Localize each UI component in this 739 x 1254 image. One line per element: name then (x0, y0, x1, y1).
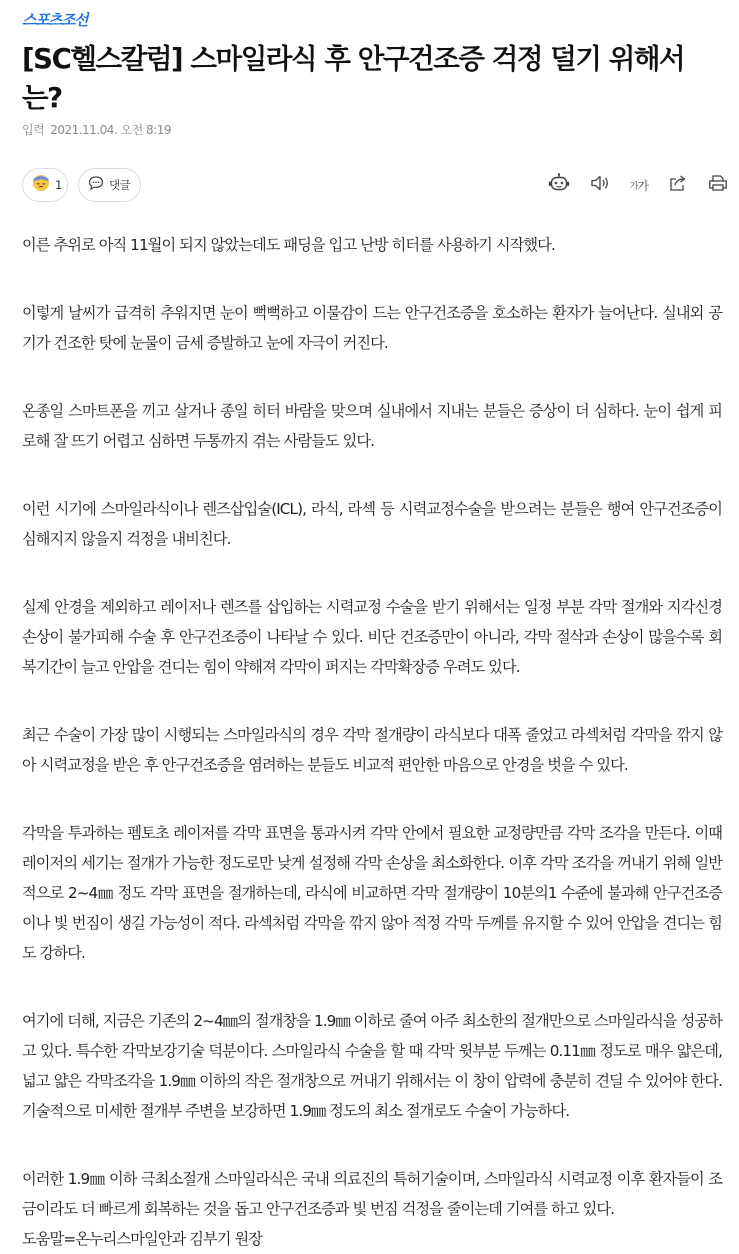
date-label: 입력 (22, 123, 45, 137)
font-size-button[interactable] (630, 174, 648, 196)
article-paragraph: 각막을 투과하는 펨토초 레이저를 각막 표면을 통과시켜 각막 안에서 필요한 교정량만큼 각막 조각을 만든다. 이때 레이저의 세기는 절개가 가능한 정도로만 낮게 설정해 각막 손상을 최소화한다. 이후 각막 조각을 꺼내기 위해 일반적으로 2~4㎜ 정도 각막 표면을 절개하는데, 라식에 비교하면 각막 절개량이 10분의1 수준에 불과해 안구건조증이나 빛 번짐이 생길 가능성이 적다. 라섹처럼 각막을 깎지 않아 적정 각막 두께를 유지할 수 있어 안압을 견디는 힘도 강하다. (22, 824, 722, 962)
printer-icon (708, 174, 728, 196)
date-value: 2021.11.04. 오전 8:19 (50, 123, 171, 137)
share-button[interactable] (668, 174, 688, 196)
reaction-button[interactable] (22, 168, 68, 202)
speaker-icon (590, 174, 610, 196)
article-paragraph: 이런 시기에 스마일라식이나 렌즈삽입술(ICL), 라식, 라섹 등 시력교정수술을 받으려는 분들은 행여 안구건조증이 심해지지 않을지 걱정을 내비친다. (22, 500, 722, 548)
comment-label: 댓글 (109, 178, 131, 192)
listen-audio-button[interactable] (590, 174, 610, 196)
article-paragraph: 최근 수술이 가장 많이 시행되는 스마일라식의 경우 각막 절개량이 라식보다 대폭 줄었고 라섹처럼 각막을 깎지 않아 시력교정을 받은 후 안구건조증을 염려하는 분들도 비교적 편안한 마음으로 안경을 벗을 수 있다. (22, 726, 722, 774)
article-tools (528, 174, 728, 196)
article-paragraph: 이렇게 날씨가 급격히 추워지면 눈이 뻑뻑하고 이물감이 드는 안구건조증을 호소하는 환자가 늘어난다. 실내외 공기가 건조한 탓에 눈물이 금세 증발하고 눈에 자극이 커진다. (22, 304, 722, 352)
brand-logo[interactable]: 스포츠조선 (22, 11, 87, 29)
share-icon (668, 174, 688, 196)
article-paragraph: 온종일 스마트폰을 끼고 살거나 종일 히터 바람을 맞으며 실내에서 지내는 분들은 증상이 더 심하다. 눈이 쉽게 피로해 잘 뜨기 어렵고 심하면 두통까지 겪는 사람들도 있다. (22, 402, 722, 450)
article-paragraph: 이른 추위로 아직 11월이 되지 않았는데도 패딩을 입고 난방 히터를 사용하기 시작했다. (22, 236, 555, 254)
article-title: [SC헬스칼럼] 스마일라식 후 안구건조증 걱정 덜기 위해서는? (22, 43, 685, 114)
article-credit: 도움말=온누리스마일안과 김부기 원장 (22, 1230, 263, 1248)
article-paragraph: 실제 안경을 제외하고 레이저나 렌즈를 삽입하는 시력교정 수술을 받기 위해서는 일정 부분 각막 절개와 지각신경 손상이 불가피해 수술 후 안구건조증이 나타날 수 있다. 비단 건조증만이 아니라, 각막 절삭과 손상이 많을수록 회복기간이 늘고 안압을 견디는 힘이 약해져 각막이 퍼지는 각막확장증 우려도 있다. (22, 598, 722, 676)
robot-icon (548, 173, 570, 197)
article-body (22, 230, 722, 1254)
speech-bubble-icon (88, 175, 104, 195)
article-paragraph: 여기에 더해, 지금은 기존의 2~4㎜의 절개창을 1.9㎜ 이하로 줄여 아주 최소한의 절개만으로 스마일라식을 성공하고 있다. 특수한 각막보강기술 덕분이다. 스마일라식 수술을 할 때 각막 윗부분 두께는 0.11㎜ 정도로 매우 얇은데, 넓고 얇은 각막조각을 1.9㎜ 이하의 작은 절개창으로 꺼내기 위해서는 이 창이 압력에 충분히 견딜 수 있어야 한다. 기술적으로 미세한 절개부 주변을 보강하면 1.9㎜ 정도의 최소 절개로도 수술이 가능하다. (22, 1012, 722, 1120)
print-button[interactable] (708, 174, 728, 196)
font-size-small-glyph: 가 (629, 181, 638, 192)
article-dateline (22, 121, 177, 138)
sleepy-face-icon (32, 174, 50, 196)
reaction-count: 1 (55, 178, 62, 192)
article-toolbar (22, 168, 728, 204)
article-paragraph: 이러한 1.9㎜ 이하 극최소절개 스마일라식은 국내 의료진의 특허기술이며, 스마일라식 시력교정 이후 환자들이 조금이라도 더 빠르게 회복하는 것을 돕고 안구건조증과 빛 번짐 걱정을 줄이는데 기여를 하고 있다. (22, 1170, 722, 1218)
summary-bot-button[interactable] (548, 174, 570, 196)
comment-button[interactable] (78, 168, 141, 202)
font-size-large-glyph: 가 (637, 178, 648, 193)
